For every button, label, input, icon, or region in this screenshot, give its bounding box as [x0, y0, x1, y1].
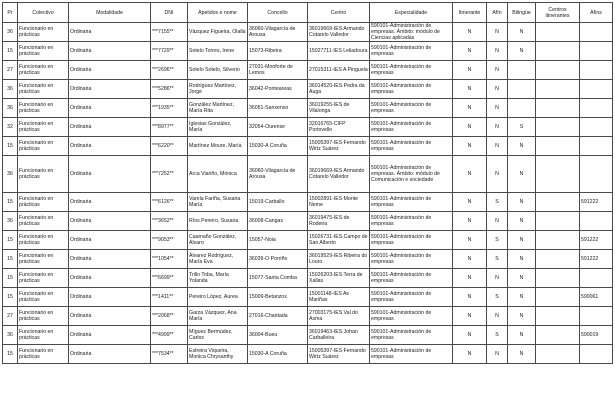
- header-modalidade: Modalidade: [69, 3, 151, 23]
- cell-colectivo: Funcionario en prácticas: [18, 193, 69, 212]
- cell-colectivo: Funcionario en prácticas: [18, 137, 69, 156]
- cell-afin: N: [487, 307, 508, 326]
- cell-centro: 15026203-IES Terra de Xallas: [308, 269, 370, 288]
- cell-bilingue: N: [508, 288, 536, 307]
- cell-dni: ***6220**: [151, 137, 188, 156]
- cell-especialidade: 590101-Administración de empresas: [370, 288, 453, 307]
- cell-apelidos-e-nome: Iglesias González, María: [188, 118, 248, 137]
- cell-apelidos-e-nome: Varela Fariña, Susana María: [188, 193, 248, 212]
- cell-afin: N: [487, 269, 508, 288]
- cell-apelidos-e-nome: Trillo Toba, María Yolanda: [188, 269, 248, 288]
- cell-pr: 36: [3, 212, 18, 231]
- cell-afins: [580, 269, 613, 288]
- cell-afins: [580, 212, 613, 231]
- cell-centros-itinerantes: [536, 231, 580, 250]
- table-row: [3, 42, 613, 61]
- cell-centro: 36019529-IES Ribeira do Louro: [308, 250, 370, 269]
- header-centros-itinerantes: Centros itinerantes: [536, 3, 580, 23]
- cell-itinerante: N: [453, 137, 487, 156]
- cell-colectivo: Funcionario en prácticas: [18, 231, 69, 250]
- cell-afins: [580, 80, 613, 99]
- table-row: [3, 326, 613, 345]
- cell-bilingue: N: [508, 326, 536, 345]
- cell-especialidade: 590101-Administración de empresas. Ámbito: módulo de Comunicación e sociedade: [370, 156, 453, 193]
- cell-centro: 36019255-IES de Vilalonga: [308, 99, 370, 118]
- cell-centros-itinerantes: [536, 156, 580, 193]
- cell-dni: ***7252**: [151, 156, 188, 193]
- cell-especialidade: 590101-Administración de empresas: [370, 99, 453, 118]
- cell-centros-itinerantes: [536, 193, 580, 212]
- cell-apelidos-e-nome: Vázquez Figueira, Olalla: [188, 23, 248, 42]
- cell-itinerante: N: [453, 250, 487, 269]
- cell-modalidade: Ordinaria: [69, 99, 151, 118]
- table-row: [3, 193, 613, 212]
- cell-afins: [580, 156, 613, 193]
- cell-afins: 591222: [580, 231, 613, 250]
- cell-pr: 36: [3, 80, 18, 99]
- cell-apelidos-e-nome: Sotelo Sotelo, Silverio: [188, 61, 248, 80]
- cell-dni: ***2068**: [151, 307, 188, 326]
- table-row: [3, 61, 613, 80]
- cell-pr: 36: [3, 99, 18, 118]
- cell-centro: 15002891-IES Monte Neme: [308, 193, 370, 212]
- cell-modalidade: Ordinaria: [69, 231, 151, 250]
- cell-modalidade: Ordinaria: [69, 80, 151, 99]
- cell-especialidade: 590101-Administración de empresas: [370, 61, 453, 80]
- cell-pr: 15: [3, 42, 18, 61]
- cell-itinerante: N: [453, 80, 487, 99]
- cell-concello: 15030-A Coruña: [248, 137, 308, 156]
- cell-pr: 15: [3, 193, 18, 212]
- table-header: [3, 3, 613, 23]
- cell-especialidade: 590101-Administración de empresas: [370, 118, 453, 137]
- cell-apelidos-e-nome: Rodríguez Martínez, Jorge: [188, 80, 248, 99]
- cell-itinerante: N: [453, 231, 487, 250]
- cell-colectivo: Funcionario en prácticas: [18, 156, 69, 193]
- cell-modalidade: Ordinaria: [69, 288, 151, 307]
- table-row: [3, 345, 613, 364]
- cell-centros-itinerantes: [536, 212, 580, 231]
- table-row: [3, 99, 613, 118]
- cell-especialidade: 590101-Administración de empresas: [370, 250, 453, 269]
- cell-apelidos-e-nome: Míguez Bermúdez, Carlos: [188, 326, 248, 345]
- cell-modalidade: Ordinaria: [69, 326, 151, 345]
- cell-apelidos-e-nome: Garza Vázquez, Ana María: [188, 307, 248, 326]
- cell-dni: ***7729**: [151, 42, 188, 61]
- cell-centros-itinerantes: [536, 250, 580, 269]
- cell-pr: 32: [3, 118, 18, 137]
- table-row: [3, 231, 613, 250]
- cell-centro: 15005397-IES Fernando Wirtz Suárez: [308, 345, 370, 364]
- header-apelidos-e-nome: Apelidos e nome: [188, 3, 248, 23]
- cell-centro: 36014520-IES Pedra da Auga: [308, 80, 370, 99]
- cell-dni: ***4999**: [151, 326, 188, 345]
- cell-bilingue: N: [508, 231, 536, 250]
- cell-centro: 36019669-IES Armando Cotarelo Valledor: [308, 156, 370, 193]
- cell-pr: 15: [3, 269, 18, 288]
- cell-centros-itinerantes: [536, 61, 580, 80]
- cell-concello: 36004-Bueu: [248, 326, 308, 345]
- cell-afins: [580, 99, 613, 118]
- cell-dni: ***6699**: [151, 269, 188, 288]
- cell-concello: 36008-Cangas: [248, 212, 308, 231]
- cell-concello: 15030-A Coruña: [248, 345, 308, 364]
- cell-bilingue: N: [508, 212, 536, 231]
- cell-centro: 27003175-IES Val do Asma: [308, 307, 370, 326]
- cell-afins: 591222: [580, 193, 613, 212]
- cell-concello: 36051-Sanxenxo: [248, 99, 308, 118]
- cell-itinerante: N: [453, 99, 487, 118]
- cell-afins: [580, 307, 613, 326]
- cell-afin: N: [487, 137, 508, 156]
- cell-dni: ***7155**: [151, 23, 188, 42]
- cell-pr: 36: [3, 156, 18, 193]
- cell-colectivo: Funcionario en prácticas: [18, 326, 69, 345]
- cell-centros-itinerantes: [536, 99, 580, 118]
- cell-concello: 27031-Monforte de Lemos: [248, 61, 308, 80]
- cell-apelidos-e-nome: Sotelo Torres, Irene: [188, 42, 248, 61]
- cell-concello: 27016-Chantada: [248, 307, 308, 326]
- cell-pr: 15: [3, 288, 18, 307]
- cell-centros-itinerantes: [536, 288, 580, 307]
- cell-afins: [580, 61, 613, 80]
- header-bilingue: Bilingüe: [508, 3, 536, 23]
- cell-especialidade: 590101-Administración de empresas: [370, 231, 453, 250]
- cell-apelidos-e-nome: Ríos Pereiro, Susana: [188, 212, 248, 231]
- cell-itinerante: N: [453, 23, 487, 42]
- cell-afin: N: [487, 345, 508, 364]
- cell-colectivo: Funcionario en prácticas: [18, 345, 69, 364]
- header-concello: Concello: [248, 3, 308, 23]
- cell-centros-itinerantes: [536, 23, 580, 42]
- cell-bilingue: [508, 80, 536, 99]
- header-centro: Centro: [308, 3, 370, 23]
- cell-modalidade: Ordinaria: [69, 345, 151, 364]
- cell-centro: 15026731-IES Campo de San Alberto: [308, 231, 370, 250]
- cell-modalidade: Ordinaria: [69, 23, 151, 42]
- cell-pr: 36: [3, 23, 18, 42]
- cell-afins: [580, 345, 613, 364]
- header-afins: Afíns: [580, 3, 613, 23]
- cell-colectivo: Funcionario en prácticas: [18, 99, 69, 118]
- cell-modalidade: Ordinaria: [69, 212, 151, 231]
- cell-apelidos-e-nome: Martínez Moure, María: [188, 137, 248, 156]
- cell-centro: 15005397-IES Fernando Wirtz Suárez: [308, 137, 370, 156]
- cell-itinerante: N: [453, 269, 487, 288]
- cell-pr: 27: [3, 61, 18, 80]
- table-row: [3, 23, 613, 42]
- cell-centros-itinerantes: [536, 118, 580, 137]
- cell-especialidade: 590101-Administración de empresas: [370, 137, 453, 156]
- cell-afins: 591222: [580, 250, 613, 269]
- cell-centros-itinerantes: [536, 42, 580, 61]
- cell-modalidade: Ordinaria: [69, 307, 151, 326]
- header-afin: Afín: [487, 3, 508, 23]
- cell-apelidos-e-nome: Estreira Viqueira, Monica Chrysanthy: [188, 345, 248, 364]
- cell-centros-itinerantes: [536, 80, 580, 99]
- cell-apelidos-e-nome: Álvarez Rodríguez, María Eva: [188, 250, 248, 269]
- cell-especialidade: 590101-Administración de empresas. Ámbito: módulo de Ciencias aplicadas: [370, 23, 453, 42]
- table-row: [3, 250, 613, 269]
- cell-especialidade: 590101-Administración de empresas: [370, 42, 453, 61]
- cell-colectivo: Funcionario en prácticas: [18, 42, 69, 61]
- cell-modalidade: Ordinaria: [69, 269, 151, 288]
- table-body: [3, 23, 613, 364]
- cell-centros-itinerantes: [536, 326, 580, 345]
- cell-centros-itinerantes: [536, 269, 580, 288]
- cell-especialidade: 590101-Administración de empresas: [370, 212, 453, 231]
- table-row: [3, 212, 613, 231]
- cell-centro: 15001148-IES As Mariñas: [308, 288, 370, 307]
- cell-pr: 15: [3, 345, 18, 364]
- table-row: [3, 137, 613, 156]
- cell-concello: 36039-O Porriño: [248, 250, 308, 269]
- cell-afin: S: [487, 288, 508, 307]
- cell-colectivo: Funcionario en prácticas: [18, 80, 69, 99]
- header-itinerante: Itinerante: [453, 3, 487, 23]
- table-row: [3, 156, 613, 193]
- cell-modalidade: Ordinaria: [69, 137, 151, 156]
- cell-afin: S: [487, 326, 508, 345]
- table-row: [3, 307, 613, 326]
- cell-itinerante: N: [453, 61, 487, 80]
- cell-bilingue: [508, 61, 536, 80]
- cell-apelidos-e-nome: González Martínez, María Rita: [188, 99, 248, 118]
- cell-colectivo: Funcionario en prácticas: [18, 61, 69, 80]
- cell-colectivo: Funcionario en prácticas: [18, 307, 69, 326]
- cell-pr: 36: [3, 326, 18, 345]
- cell-afins: [580, 118, 613, 137]
- header-colectivo: Colectivo: [18, 3, 69, 23]
- cell-dni: ***1054**: [151, 250, 188, 269]
- cell-concello: 15073-Ribeira: [248, 42, 308, 61]
- cell-modalidade: Ordinaria: [69, 250, 151, 269]
- cell-afin: S: [487, 231, 508, 250]
- cell-itinerante: N: [453, 118, 487, 137]
- cell-apelidos-e-nome: Caamaño González, Álvaro: [188, 231, 248, 250]
- cell-dni: ***1935**: [151, 99, 188, 118]
- cell-colectivo: Funcionario en prácticas: [18, 118, 69, 137]
- cell-itinerante: N: [453, 193, 487, 212]
- cell-centros-itinerantes: [536, 307, 580, 326]
- cell-afins: [580, 42, 613, 61]
- header-pr: Pr: [3, 3, 18, 23]
- cell-especialidade: 590101-Administración de empresas: [370, 307, 453, 326]
- cell-itinerante: N: [453, 156, 487, 193]
- cell-modalidade: Ordinaria: [69, 42, 151, 61]
- cell-pr: 15: [3, 250, 18, 269]
- table-row: [3, 80, 613, 99]
- cell-pr: 27: [3, 307, 18, 326]
- cell-modalidade: Ordinaria: [69, 156, 151, 193]
- cell-bilingue: N: [508, 269, 536, 288]
- cell-itinerante: N: [453, 326, 487, 345]
- cell-afins: 590019: [580, 326, 613, 345]
- cell-afin: N: [487, 23, 508, 42]
- cell-colectivo: Funcionario en prácticas: [18, 23, 69, 42]
- cell-pr: 15: [3, 231, 18, 250]
- cell-bilingue: N: [508, 250, 536, 269]
- cell-modalidade: Ordinaria: [69, 61, 151, 80]
- cell-concello: 32054-Ourense: [248, 118, 308, 137]
- cell-dni: ***9053**: [151, 231, 188, 250]
- cell-concello: 36060-Vilagarcía de Arousa: [248, 23, 308, 42]
- cell-dni: ***1411**: [151, 288, 188, 307]
- table-row: [3, 288, 613, 307]
- cell-colectivo: Funcionario en prácticas: [18, 269, 69, 288]
- cell-concello: 15077-Santa Comba: [248, 269, 308, 288]
- cell-colectivo: Funcionario en prácticas: [18, 212, 69, 231]
- cell-modalidade: Ordinaria: [69, 118, 151, 137]
- cell-dni: ***6126**: [151, 193, 188, 212]
- header-especialidade: Especialidade: [370, 3, 453, 23]
- cell-afin: S: [487, 250, 508, 269]
- cell-centro: 32016765-CIFP Portovello: [308, 118, 370, 137]
- cell-colectivo: Funcionario en prácticas: [18, 288, 69, 307]
- cell-apelidos-e-nome: Pereiro López, Aurea: [188, 288, 248, 307]
- cell-modalidade: Ordinaria: [69, 193, 151, 212]
- cell-bilingue: N: [508, 193, 536, 212]
- cell-centro: 15027711-IES Leliadoura: [308, 42, 370, 61]
- placements-table: [2, 2, 613, 364]
- cell-itinerante: N: [453, 42, 487, 61]
- cell-afin: S: [487, 193, 508, 212]
- cell-afin: N: [487, 156, 508, 193]
- cell-colectivo: Funcionario en prácticas: [18, 250, 69, 269]
- cell-especialidade: 590101-Administración de empresas: [370, 193, 453, 212]
- cell-pr: 15: [3, 137, 18, 156]
- cell-itinerante: N: [453, 288, 487, 307]
- cell-centro: 27015311-IES A Pinguela: [308, 61, 370, 80]
- cell-bilingue: N: [508, 307, 536, 326]
- cell-especialidade: 590101-Administración de empresas: [370, 326, 453, 345]
- cell-afin: N: [487, 212, 508, 231]
- cell-concello: 36042-Ponteareas: [248, 80, 308, 99]
- cell-centros-itinerantes: [536, 345, 580, 364]
- cell-itinerante: N: [453, 212, 487, 231]
- cell-centro: 36019463-IES Johan Carballeira: [308, 326, 370, 345]
- cell-afins: [580, 137, 613, 156]
- cell-afin: N: [487, 80, 508, 99]
- cell-centros-itinerantes: [536, 137, 580, 156]
- cell-afin: N: [487, 61, 508, 80]
- cell-bilingue: N: [508, 42, 536, 61]
- cell-bilingue: N: [508, 23, 536, 42]
- table-row: [3, 269, 613, 288]
- cell-afin: N: [487, 118, 508, 137]
- cell-concello: 15019-Carballo: [248, 193, 308, 212]
- cell-dni: ***5286**: [151, 80, 188, 99]
- cell-bilingue: N: [508, 345, 536, 364]
- cell-especialidade: 590101-Administración de empresas: [370, 269, 453, 288]
- cell-bilingue: S: [508, 118, 536, 137]
- cell-centro: 36019475-IES de Rodeira: [308, 212, 370, 231]
- cell-itinerante: N: [453, 307, 487, 326]
- cell-afin: N: [487, 99, 508, 118]
- header-row: [3, 3, 613, 23]
- cell-bilingue: [508, 99, 536, 118]
- cell-apelidos-e-nome: Arca Viariño, Mónica: [188, 156, 248, 193]
- cell-dni: ***7534**: [151, 345, 188, 364]
- cell-afins: 590061: [580, 288, 613, 307]
- cell-bilingue: N: [508, 137, 536, 156]
- cell-especialidade: 590101-Administración de empresas: [370, 80, 453, 99]
- cell-especialidade: 590101-Administración de empresas: [370, 345, 453, 364]
- cell-centro: 36019669-IES Armando Cotarelo Valledor: [308, 23, 370, 42]
- cell-concello: 36060-Vilagarcía de Arousa: [248, 156, 308, 193]
- cell-afin: N: [487, 42, 508, 61]
- cell-dni: ***8977**: [151, 118, 188, 137]
- cell-dni: ***2696**: [151, 61, 188, 80]
- header-dni: DNI: [151, 3, 188, 23]
- cell-dni: ***3652**: [151, 212, 188, 231]
- cell-itinerante: N: [453, 345, 487, 364]
- cell-afins: [580, 23, 613, 42]
- table-row: [3, 118, 613, 137]
- cell-concello: 15009-Betanzos: [248, 288, 308, 307]
- cell-concello: 15057-Noia: [248, 231, 308, 250]
- cell-bilingue: N: [508, 156, 536, 193]
